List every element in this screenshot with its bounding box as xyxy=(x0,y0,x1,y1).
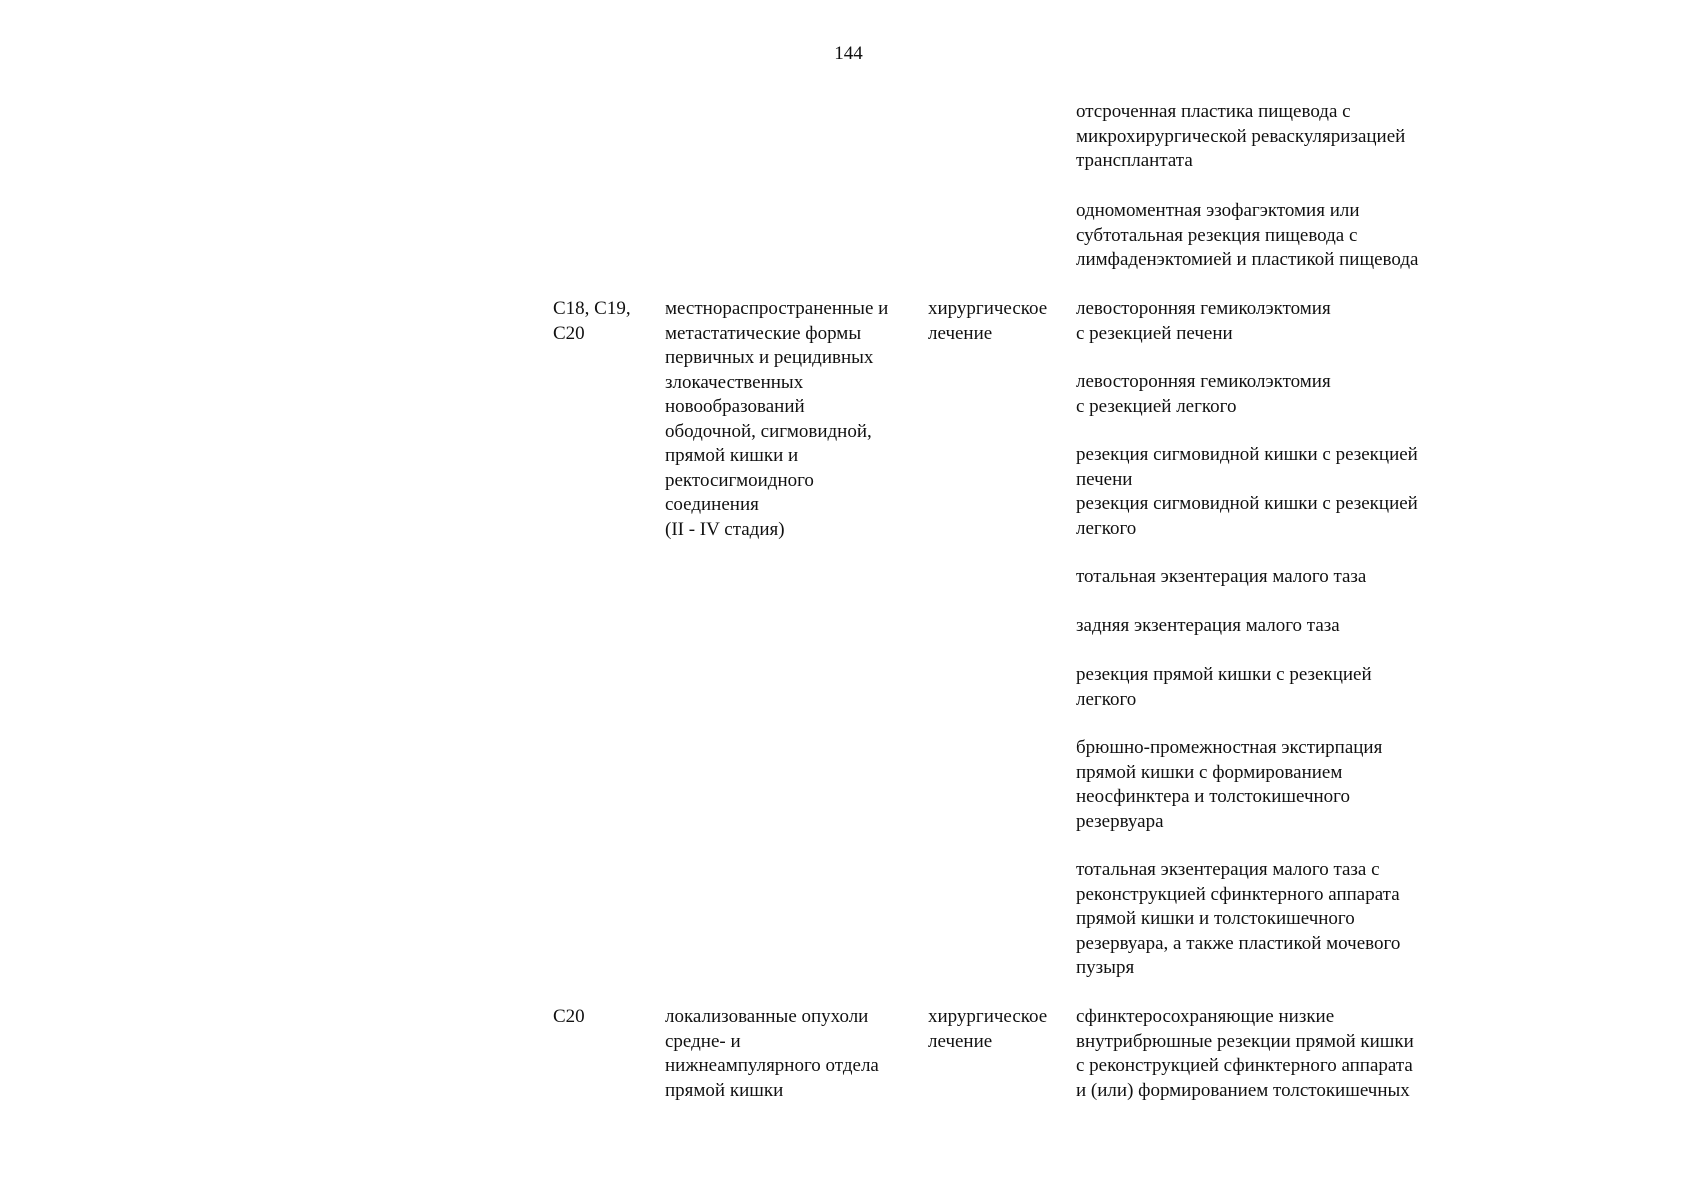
method-line: брюшно-промежностная экстирпация xyxy=(1076,737,1383,758)
row-1-method-4 xyxy=(1076,492,1456,541)
treatment-line: лечение xyxy=(928,322,993,344)
method-line: задняя экзентерация малого таза xyxy=(1076,615,1340,636)
method-line: одномоментная эзофагэктомия или xyxy=(1076,200,1360,221)
method-line: тотальная экзентерация малого таза xyxy=(1076,566,1367,587)
row-1-treatment xyxy=(928,297,1068,346)
diagnosis-line: ректосигмоидного xyxy=(665,469,814,491)
diagnosis-line: новообразований xyxy=(665,396,805,417)
row-1-method-3 xyxy=(1076,443,1456,492)
method-line: прямой кишки и толстокишечного xyxy=(1076,908,1355,929)
diagnosis-line: нижнеампулярного отдела xyxy=(665,1055,879,1076)
diagnosis-line: метастатические формы xyxy=(665,322,862,344)
row-2-treatment xyxy=(928,1005,1068,1054)
treatment-line: лечение xyxy=(928,1030,993,1052)
treatment-line: хирургическое xyxy=(928,1006,1048,1027)
diagnosis-line: соединения xyxy=(665,494,759,515)
row-1-method-9 xyxy=(1076,858,1456,981)
method-line: резекция сигмовидной кишки с резекцией xyxy=(1076,493,1418,514)
method-line: резервуара xyxy=(1076,810,1164,832)
row-1-method-5 xyxy=(1076,565,1456,590)
row-2-code xyxy=(553,1005,653,1030)
method-line: легкого xyxy=(1076,517,1137,539)
method-line: субтотальная резекция пищевода с xyxy=(1076,224,1358,246)
method-line: левосторонняя гемиколэктомия xyxy=(1076,298,1331,319)
row-1-method-8 xyxy=(1076,736,1456,834)
code-line: C18, C19, xyxy=(553,298,631,319)
code-line: C20 xyxy=(553,322,585,344)
diagnosis-line: злокачественных xyxy=(665,371,804,393)
row-2-diagnosis xyxy=(665,1005,925,1103)
code-line: C20 xyxy=(553,1006,585,1027)
diagnosis-line: ободочной, сигмовидной, xyxy=(665,420,872,442)
method-line: резекция прямой кишки с резекцией xyxy=(1076,664,1372,685)
diagnosis-line: прямой кишки и xyxy=(665,445,799,466)
diagnosis-line: местнораспространенные и xyxy=(665,298,889,319)
row-1-method-6 xyxy=(1076,614,1456,639)
method-line: внутрибрюшные резекции прямой кишки xyxy=(1076,1030,1414,1052)
method-line: с реконструкцией сфинктерного аппарата xyxy=(1076,1055,1413,1076)
method-line: легкого xyxy=(1076,688,1137,710)
diagnosis-line: прямой кишки xyxy=(665,1079,784,1101)
method-continuation-1 xyxy=(1076,100,1456,174)
diagnosis-line: средне- и xyxy=(665,1030,741,1052)
method-line: тотальная экзентерация малого таза с xyxy=(1076,859,1380,880)
row-1-method-7 xyxy=(1076,663,1456,712)
row-1-method-1 xyxy=(1076,297,1456,346)
row-1-code xyxy=(553,297,653,346)
method-line: отсроченная пластика пищевода с xyxy=(1076,101,1351,122)
page-number: 144 xyxy=(834,43,863,64)
diagnosis-line: первичных и рецидивных xyxy=(665,347,874,368)
method-line: реконструкцией сфинктерного аппарата xyxy=(1076,883,1400,905)
method-line: микрохирургической реваскуляризацией xyxy=(1076,125,1406,147)
method-line: резервуара, а также пластикой мочевого xyxy=(1076,932,1401,954)
method-line: резекция сигмовидной кишки с резекцией xyxy=(1076,444,1418,465)
row-1-diagnosis xyxy=(665,297,925,542)
method-line: сфинктеросохраняющие низкие xyxy=(1076,1006,1335,1027)
method-line: прямой кишки с формированием xyxy=(1076,761,1343,783)
method-line: неосфинктера и толстокишечного xyxy=(1076,786,1351,807)
method-line: левосторонняя гемиколэктомия xyxy=(1076,371,1331,392)
method-line: печени xyxy=(1076,468,1133,490)
row-2-method-1 xyxy=(1076,1005,1456,1103)
method-line: и (или) формированием толстокишечных xyxy=(1076,1079,1410,1101)
method-line: пузыря xyxy=(1076,957,1135,978)
method-line: с резекцией легкого xyxy=(1076,395,1237,417)
diagnosis-line: локализованные опухоли xyxy=(665,1006,869,1027)
treatment-line: хирургическое xyxy=(928,298,1048,319)
diagnosis-line: (II - IV стадия) xyxy=(665,518,785,540)
method-line: трансплантата xyxy=(1076,150,1193,171)
method-line: с резекцией печени xyxy=(1076,322,1233,344)
method-continuation-2 xyxy=(1076,199,1456,273)
method-line: лимфаденэктомией и пластикой пищевода xyxy=(1076,249,1419,270)
row-1-method-2 xyxy=(1076,370,1456,419)
